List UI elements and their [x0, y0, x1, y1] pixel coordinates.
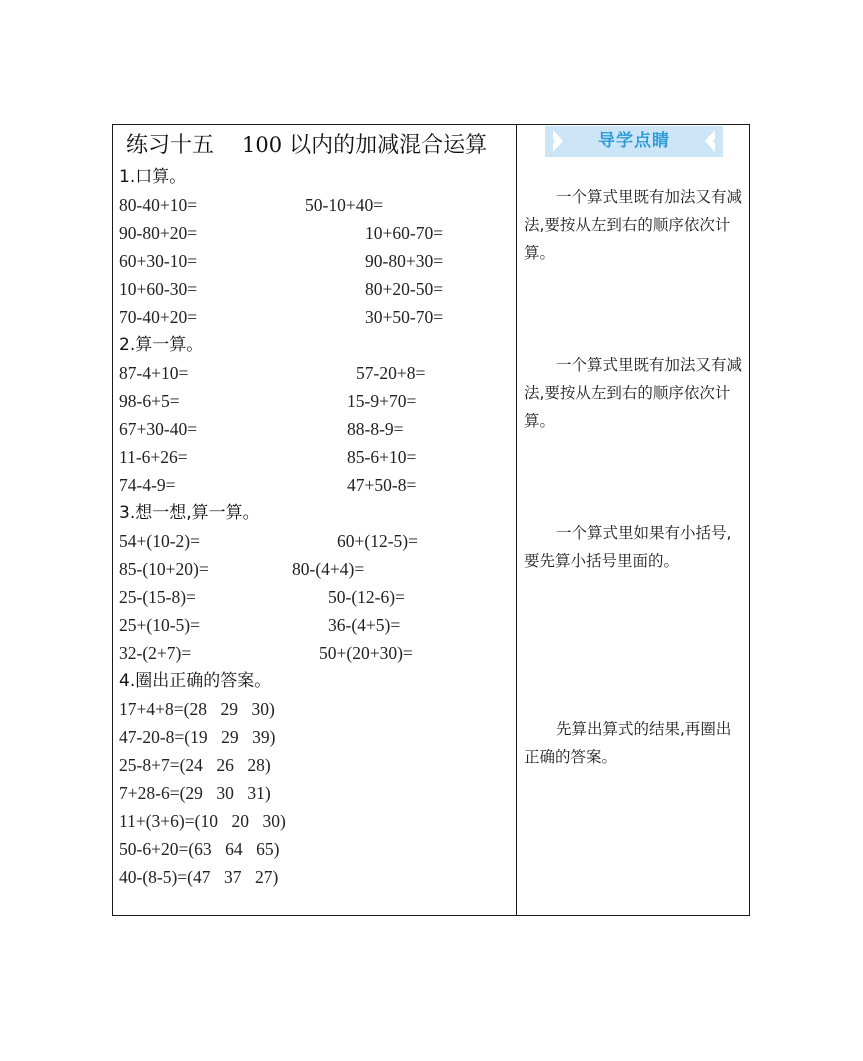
choice-option[interactable]: 37 — [224, 867, 242, 887]
choice-problem — [119, 753, 271, 777]
guide-banner-label: 导学点睛 — [598, 131, 670, 151]
problem: 87-4+10= — [119, 363, 189, 383]
choice-expression: 7+28-6=( — [119, 783, 186, 803]
problem: 80+20-50= — [365, 279, 444, 299]
choice-option[interactable]: 28) — [247, 755, 271, 775]
choice-option[interactable]: 26 — [216, 755, 234, 775]
problem: 74-4-9= — [119, 475, 176, 495]
choice-option[interactable]: 30) — [251, 699, 275, 719]
guide-tip: 先算出算式的结果,再圈出正确的答案。 — [524, 720, 732, 766]
problem: 50-10+40= — [305, 195, 384, 215]
guide-tip: 一个算式里既有加法又有减法,要按从左到右的顺序依次计算。 — [524, 188, 743, 262]
choice-option[interactable]: 65) — [256, 839, 280, 859]
title-lesson: 练习十五 — [126, 133, 215, 158]
section-4-heading: 4.圈出正确的答案。 — [119, 671, 272, 691]
problem: 70-40+20= — [119, 307, 198, 327]
problem: 90-80+20= — [119, 223, 198, 243]
problem: 25+(10-5)= — [119, 615, 200, 635]
choice-option[interactable]: 63 — [194, 839, 212, 859]
choice-option[interactable]: 24 — [185, 755, 203, 775]
choice-option[interactable]: 39) — [252, 727, 276, 747]
choice-expression: 50-6+20=( — [119, 839, 195, 859]
problem: 10+60-30= — [119, 279, 198, 299]
choice-option[interactable]: 30 — [216, 783, 234, 803]
choice-option[interactable]: 28 — [189, 699, 207, 719]
choice-option[interactable]: 19 — [190, 727, 208, 747]
exercise-column — [113, 125, 516, 915]
choice-option[interactable]: 30) — [262, 811, 286, 831]
choice-problem — [119, 725, 275, 749]
section-3-heading: 3.想一想,算一算。 — [119, 503, 260, 523]
problem: 67+30-40= — [119, 419, 198, 439]
problem: 32-(2+7)= — [119, 643, 192, 663]
guide-banner — [545, 126, 723, 157]
guide-tip: 一个算式里既有加法又有减法,要按从左到右的顺序依次计算。 — [524, 356, 743, 430]
choice-problem — [119, 865, 278, 889]
problem: 80-40+10= — [119, 195, 198, 215]
choice-option[interactable]: 29 — [221, 727, 239, 747]
problem: 85-(10+20)= — [119, 559, 209, 579]
choice-option[interactable]: 31) — [247, 783, 271, 803]
choice-expression: 47-20-8=( — [119, 727, 191, 747]
choice-problem — [119, 781, 271, 805]
problem: 36-(4+5)= — [328, 615, 401, 635]
choice-expression: 25-8+7=( — [119, 755, 186, 775]
choice-option[interactable]: 64 — [225, 839, 243, 859]
choice-option[interactable]: 20 — [231, 811, 249, 831]
worksheet-table — [112, 124, 750, 916]
problem: 50-(12-6)= — [328, 587, 405, 607]
problem: 98-6+5= — [119, 391, 180, 411]
problem: 88-8-9= — [347, 419, 404, 439]
guide-column — [518, 125, 749, 915]
problem: 15-9+70= — [347, 391, 417, 411]
choice-option[interactable]: 29 — [220, 699, 238, 719]
choice-option[interactable]: 47 — [193, 867, 211, 887]
problem: 85-6+10= — [347, 447, 417, 467]
choice-expression: 17+4+8=( — [119, 699, 190, 719]
choice-problem — [119, 837, 279, 861]
problem: 80-(4+4)= — [292, 559, 365, 579]
choice-option[interactable]: 10 — [200, 811, 218, 831]
page-title — [126, 130, 487, 161]
problem: 50+(20+30)= — [319, 643, 413, 663]
choice-problem — [119, 697, 275, 721]
problem: 30+50-70= — [365, 307, 444, 327]
problem: 11-6+26= — [119, 447, 188, 467]
choice-expression: 40-(8-5)=( — [119, 867, 194, 887]
problem: 25-(15-8)= — [119, 587, 196, 607]
problem: 54+(10-2)= — [119, 531, 200, 551]
title-topic: 以内的加减混合运算 — [289, 133, 488, 158]
problem: 60+(12-5)= — [337, 531, 418, 551]
problem: 57-20+8= — [356, 363, 426, 383]
choice-option[interactable]: 27) — [255, 867, 279, 887]
choice-expression: 11+(3+6)=( — [119, 811, 201, 831]
guide-tip: 一个算式里如果有小括号,要先算小括号里面的。 — [524, 524, 732, 570]
choice-option[interactable]: 29 — [185, 783, 203, 803]
problem: 90-80+30= — [365, 251, 444, 271]
section-1-heading: 1.口算。 — [119, 167, 187, 187]
problem: 10+60-70= — [365, 223, 444, 243]
column-divider — [516, 125, 517, 915]
problem: 60+30-10= — [119, 251, 198, 271]
section-2-heading: 2.算一算。 — [119, 335, 204, 355]
choice-problem — [119, 809, 286, 833]
problem: 47+50-8= — [347, 475, 417, 495]
title-number: 100 — [242, 133, 283, 157]
